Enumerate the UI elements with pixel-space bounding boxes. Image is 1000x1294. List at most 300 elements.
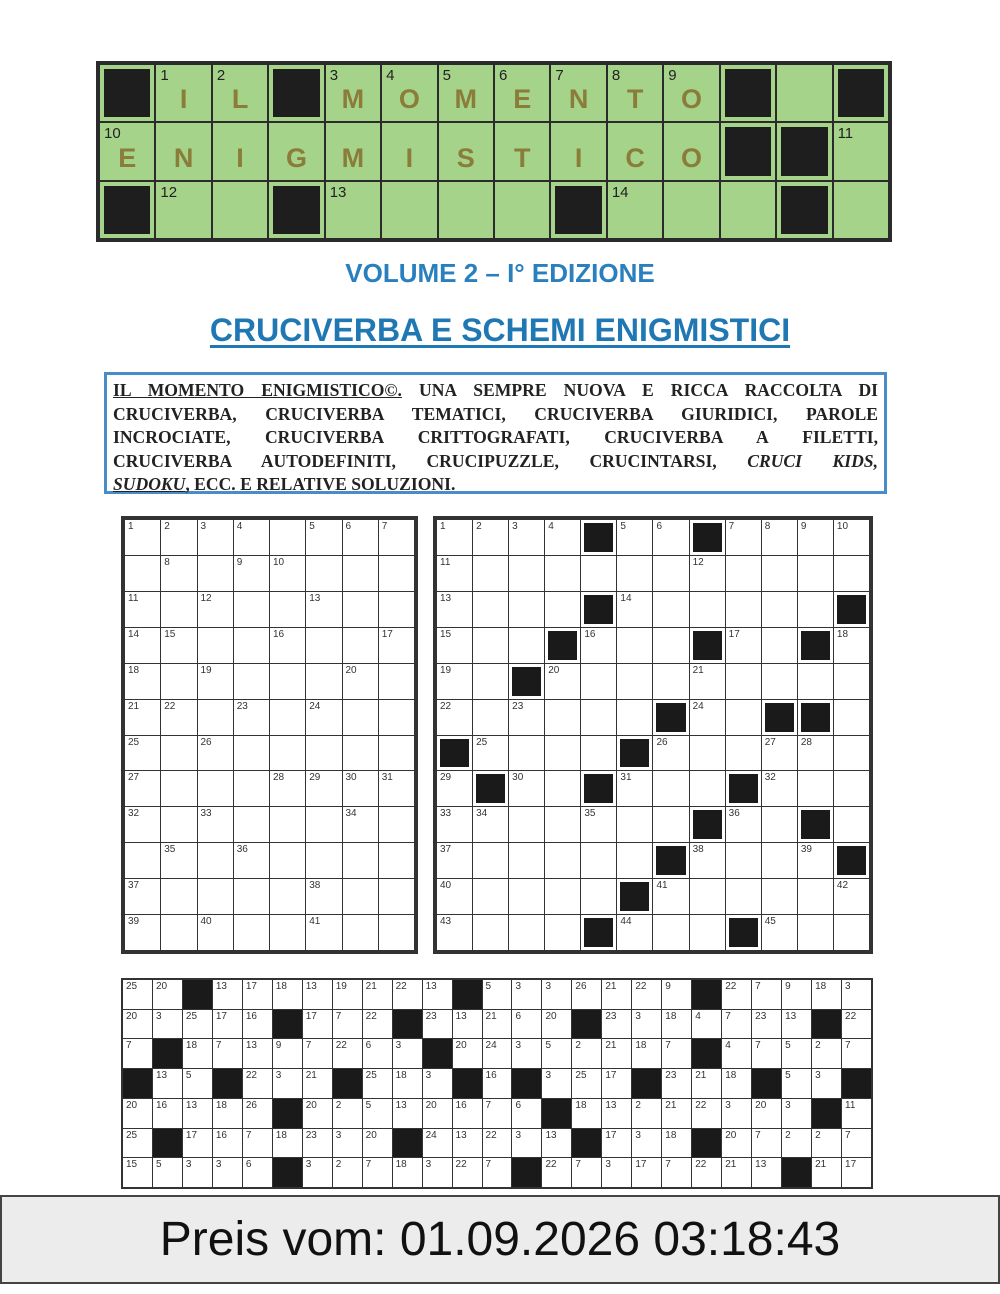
grid-cell[interactable] — [183, 1129, 212, 1158]
grid-cell[interactable] — [722, 1158, 751, 1187]
grid-cell[interactable] — [762, 628, 797, 663]
grid-cell[interactable] — [161, 664, 196, 699]
grid-cell[interactable] — [581, 843, 616, 878]
grid-cell[interactable] — [483, 1010, 512, 1039]
grid-cell[interactable] — [198, 843, 233, 878]
grid-cell[interactable] — [213, 1158, 242, 1187]
grid-cell[interactable] — [653, 879, 688, 914]
grid-cell[interactable] — [161, 592, 196, 627]
grid-cell[interactable] — [726, 807, 761, 842]
grid-cell[interactable] — [213, 1039, 242, 1068]
grid-cell[interactable] — [125, 915, 160, 950]
black-cell[interactable] — [423, 1039, 452, 1068]
grid-cell[interactable] — [183, 1158, 212, 1187]
grid-cell[interactable] — [726, 700, 761, 735]
grid-cell[interactable] — [153, 1099, 182, 1128]
black-cell[interactable] — [453, 1069, 482, 1098]
grid-cell[interactable] — [653, 664, 688, 699]
grid-cell[interactable] — [842, 1158, 871, 1187]
black-cell[interactable] — [834, 592, 869, 627]
black-cell[interactable] — [690, 628, 725, 663]
grid-cell[interactable] — [545, 664, 580, 699]
grid-cell[interactable] — [453, 1158, 482, 1187]
grid-cell[interactable] — [243, 1099, 272, 1128]
grid-cell[interactable] — [161, 628, 196, 663]
grid-cell[interactable] — [572, 1099, 601, 1128]
grid-cell[interactable] — [602, 1069, 631, 1098]
grid-cell[interactable] — [509, 700, 544, 735]
grid-cell[interactable] — [545, 520, 580, 555]
grid-cell[interactable] — [198, 628, 233, 663]
grid-cell[interactable] — [125, 879, 160, 914]
grid-cell[interactable] — [798, 520, 833, 555]
grid-cell[interactable] — [234, 700, 269, 735]
grid-cell[interactable] — [437, 915, 472, 950]
grid-cell[interactable] — [509, 520, 544, 555]
grid-cell[interactable] — [632, 1158, 661, 1187]
grid-cell[interactable] — [542, 1129, 571, 1158]
grid-cell[interactable] — [306, 628, 341, 663]
grid-cell[interactable] — [752, 980, 781, 1009]
grid-cell[interactable] — [437, 879, 472, 914]
black-cell[interactable] — [542, 1099, 571, 1128]
black-cell[interactable] — [752, 1069, 781, 1098]
grid-cell[interactable] — [512, 1129, 541, 1158]
grid-cell[interactable] — [306, 879, 341, 914]
grid-cell[interactable] — [632, 980, 661, 1009]
grid-cell[interactable] — [798, 843, 833, 878]
grid-cell[interactable] — [234, 556, 269, 591]
grid-cell[interactable] — [270, 664, 305, 699]
grid-cell[interactable] — [798, 771, 833, 806]
grid-cell[interactable] — [333, 1099, 362, 1128]
grid-cell[interactable] — [512, 980, 541, 1009]
grid-cell[interactable] — [183, 1099, 212, 1128]
grid-cell[interactable] — [509, 843, 544, 878]
grid-cell[interactable] — [542, 1158, 571, 1187]
grid-cell[interactable] — [692, 1069, 721, 1098]
grid-cell[interactable] — [782, 1129, 811, 1158]
grid-cell[interactable] — [842, 1010, 871, 1039]
grid-cell[interactable] — [726, 843, 761, 878]
grid-cell[interactable] — [782, 1069, 811, 1098]
grid-cell[interactable] — [125, 843, 160, 878]
grid-cell[interactable] — [473, 664, 508, 699]
grid-cell[interactable] — [423, 1158, 452, 1187]
grid-cell[interactable] — [303, 1069, 332, 1098]
grid-cell[interactable] — [726, 664, 761, 699]
grid-cell[interactable] — [473, 915, 508, 950]
black-cell[interactable] — [393, 1010, 422, 1039]
black-cell[interactable] — [617, 879, 652, 914]
grid-cell[interactable] — [653, 771, 688, 806]
grid-cell[interactable] — [270, 771, 305, 806]
grid-cell[interactable] — [782, 1039, 811, 1068]
grid-cell[interactable] — [437, 520, 472, 555]
grid-cell[interactable] — [752, 1010, 781, 1039]
grid-cell[interactable] — [581, 556, 616, 591]
grid-cell[interactable] — [243, 1158, 272, 1187]
grid-cell[interactable] — [473, 556, 508, 591]
black-cell[interactable] — [453, 980, 482, 1009]
grid-cell[interactable] — [363, 1099, 392, 1128]
grid-cell[interactable] — [834, 520, 869, 555]
grid-cell[interactable] — [762, 556, 797, 591]
grid-cell[interactable] — [690, 664, 725, 699]
grid-cell[interactable] — [343, 556, 378, 591]
grid-cell[interactable] — [306, 843, 341, 878]
grid-cell[interactable] — [234, 843, 269, 878]
black-cell[interactable] — [333, 1069, 362, 1098]
grid-cell[interactable] — [125, 592, 160, 627]
grid-cell[interactable] — [572, 1158, 601, 1187]
grid-cell[interactable] — [762, 592, 797, 627]
black-cell[interactable] — [798, 628, 833, 663]
grid-cell[interactable] — [812, 980, 841, 1009]
grid-cell[interactable] — [125, 556, 160, 591]
grid-cell[interactable] — [183, 1069, 212, 1098]
black-cell[interactable] — [572, 1010, 601, 1039]
grid-cell[interactable] — [363, 1158, 392, 1187]
grid-cell[interactable] — [379, 843, 414, 878]
grid-cell[interactable] — [213, 980, 242, 1009]
grid-cell[interactable] — [581, 807, 616, 842]
grid-cell[interactable] — [483, 980, 512, 1009]
grid-cell[interactable] — [306, 700, 341, 735]
grid-cell[interactable] — [653, 592, 688, 627]
grid-cell[interactable] — [379, 807, 414, 842]
grid-cell[interactable] — [762, 664, 797, 699]
grid-cell[interactable] — [545, 879, 580, 914]
grid-cell[interactable] — [653, 520, 688, 555]
grid-cell[interactable] — [617, 520, 652, 555]
grid-cell[interactable] — [692, 1099, 721, 1128]
grid-cell[interactable] — [437, 628, 472, 663]
grid-cell[interactable] — [437, 843, 472, 878]
grid-cell[interactable] — [581, 879, 616, 914]
grid-cell[interactable] — [153, 1010, 182, 1039]
grid-cell[interactable] — [545, 915, 580, 950]
grid-cell[interactable] — [270, 807, 305, 842]
grid-cell[interactable] — [363, 1039, 392, 1068]
grid-cell[interactable] — [270, 520, 305, 555]
grid-cell[interactable] — [726, 520, 761, 555]
grid-cell[interactable] — [343, 520, 378, 555]
black-cell[interactable] — [273, 1010, 302, 1039]
grid-cell[interactable] — [722, 1010, 751, 1039]
grid-cell[interactable] — [617, 771, 652, 806]
black-cell[interactable] — [798, 807, 833, 842]
grid-cell[interactable] — [632, 1039, 661, 1068]
grid-cell[interactable] — [542, 1039, 571, 1068]
grid-cell[interactable] — [393, 1069, 422, 1098]
grid-cell[interactable] — [798, 915, 833, 950]
grid-cell[interactable] — [722, 1099, 751, 1128]
grid-cell[interactable] — [509, 736, 544, 771]
grid-cell[interactable] — [161, 915, 196, 950]
grid-cell[interactable] — [726, 556, 761, 591]
black-cell[interactable] — [572, 1129, 601, 1158]
grid-cell[interactable] — [453, 1039, 482, 1068]
grid-cell[interactable] — [379, 771, 414, 806]
black-cell[interactable] — [617, 736, 652, 771]
grid-cell[interactable] — [306, 915, 341, 950]
grid-cell[interactable] — [617, 807, 652, 842]
grid-cell[interactable] — [762, 771, 797, 806]
grid-cell[interactable] — [632, 1099, 661, 1128]
grid-cell[interactable] — [161, 700, 196, 735]
black-cell[interactable] — [123, 1069, 152, 1098]
black-cell[interactable] — [632, 1069, 661, 1098]
grid-cell[interactable] — [762, 879, 797, 914]
grid-cell[interactable] — [722, 1039, 751, 1068]
grid-cell[interactable] — [726, 736, 761, 771]
grid-cell[interactable] — [123, 1158, 152, 1187]
grid-cell[interactable] — [572, 1039, 601, 1068]
grid-cell[interactable] — [333, 980, 362, 1009]
grid-cell[interactable] — [393, 1099, 422, 1128]
grid-cell[interactable] — [662, 1069, 691, 1098]
grid-cell[interactable] — [798, 556, 833, 591]
grid-cell[interactable] — [509, 771, 544, 806]
grid-cell[interactable] — [198, 664, 233, 699]
grid-cell[interactable] — [423, 1129, 452, 1158]
grid-cell[interactable] — [198, 556, 233, 591]
black-cell[interactable] — [512, 1069, 541, 1098]
grid-cell[interactable] — [812, 1158, 841, 1187]
grid-cell[interactable] — [379, 736, 414, 771]
grid-cell[interactable] — [662, 1099, 691, 1128]
grid-cell[interactable] — [581, 700, 616, 735]
grid-cell[interactable] — [483, 1099, 512, 1128]
grid-cell[interactable] — [234, 807, 269, 842]
grid-cell[interactable] — [234, 628, 269, 663]
black-cell[interactable] — [581, 771, 616, 806]
grid-cell[interactable] — [379, 879, 414, 914]
grid-cell[interactable] — [834, 771, 869, 806]
grid-cell[interactable] — [662, 1129, 691, 1158]
grid-cell[interactable] — [379, 664, 414, 699]
grid-cell[interactable] — [762, 736, 797, 771]
grid-cell[interactable] — [306, 664, 341, 699]
grid-cell[interactable] — [653, 807, 688, 842]
grid-cell[interactable] — [798, 664, 833, 699]
grid-cell[interactable] — [545, 843, 580, 878]
grid-cell[interactable] — [602, 1010, 631, 1039]
grid-cell[interactable] — [123, 1129, 152, 1158]
grid-cell[interactable] — [812, 1129, 841, 1158]
grid-cell[interactable] — [632, 1010, 661, 1039]
grid-cell[interactable] — [306, 807, 341, 842]
black-cell[interactable] — [762, 700, 797, 735]
grid-cell[interactable] — [842, 1039, 871, 1068]
grid-cell[interactable] — [834, 664, 869, 699]
grid-cell[interactable] — [303, 1039, 332, 1068]
black-cell[interactable] — [798, 700, 833, 735]
grid-cell[interactable] — [273, 1069, 302, 1098]
grid-cell[interactable] — [726, 879, 761, 914]
grid-cell[interactable] — [161, 843, 196, 878]
grid-cell[interactable] — [213, 1010, 242, 1039]
grid-cell[interactable] — [213, 1129, 242, 1158]
grid-cell[interactable] — [270, 736, 305, 771]
black-cell[interactable] — [782, 1158, 811, 1187]
grid-cell[interactable] — [690, 915, 725, 950]
grid-cell[interactable] — [343, 807, 378, 842]
grid-cell[interactable] — [762, 807, 797, 842]
grid-cell[interactable] — [473, 520, 508, 555]
grid-cell[interactable] — [243, 1039, 272, 1068]
grid-cell[interactable] — [234, 879, 269, 914]
grid-cell[interactable] — [762, 843, 797, 878]
grid-cell[interactable] — [834, 700, 869, 735]
grid-cell[interactable] — [161, 736, 196, 771]
grid-cell[interactable] — [343, 592, 378, 627]
grid-cell[interactable] — [509, 556, 544, 591]
black-cell[interactable] — [692, 1039, 721, 1068]
grid-cell[interactable] — [581, 736, 616, 771]
grid-cell[interactable] — [153, 980, 182, 1009]
grid-cell[interactable] — [782, 1099, 811, 1128]
grid-cell[interactable] — [782, 1010, 811, 1039]
grid-cell[interactable] — [752, 1129, 781, 1158]
black-cell[interactable] — [581, 592, 616, 627]
grid-cell[interactable] — [123, 1039, 152, 1068]
black-cell[interactable] — [437, 736, 472, 771]
grid-cell[interactable] — [343, 664, 378, 699]
grid-cell[interactable] — [183, 1010, 212, 1039]
grid-cell[interactable] — [542, 1069, 571, 1098]
black-cell[interactable] — [726, 915, 761, 950]
grid-cell[interactable] — [834, 879, 869, 914]
grid-cell[interactable] — [270, 628, 305, 663]
grid-cell[interactable] — [545, 592, 580, 627]
grid-cell[interactable] — [125, 807, 160, 842]
grid-cell[interactable] — [333, 1158, 362, 1187]
grid-cell[interactable] — [509, 879, 544, 914]
grid-cell[interactable] — [690, 592, 725, 627]
grid-cell[interactable] — [762, 915, 797, 950]
grid-cell[interactable] — [437, 664, 472, 699]
grid-cell[interactable] — [617, 628, 652, 663]
grid-cell[interactable] — [198, 592, 233, 627]
grid-cell[interactable] — [234, 664, 269, 699]
grid-cell[interactable] — [125, 520, 160, 555]
grid-cell[interactable] — [542, 1010, 571, 1039]
grid-cell[interactable] — [581, 628, 616, 663]
grid-cell[interactable] — [270, 556, 305, 591]
grid-cell[interactable] — [153, 1069, 182, 1098]
grid-cell[interactable] — [509, 915, 544, 950]
grid-cell[interactable] — [270, 879, 305, 914]
grid-cell[interactable] — [363, 980, 392, 1009]
grid-cell[interactable] — [234, 915, 269, 950]
grid-cell[interactable] — [602, 980, 631, 1009]
grid-cell[interactable] — [198, 807, 233, 842]
grid-cell[interactable] — [602, 1158, 631, 1187]
grid-cell[interactable] — [545, 556, 580, 591]
grid-cell[interactable] — [617, 915, 652, 950]
grid-cell[interactable] — [343, 843, 378, 878]
grid-cell[interactable] — [798, 879, 833, 914]
black-cell[interactable] — [512, 1158, 541, 1187]
grid-cell[interactable] — [161, 556, 196, 591]
grid-cell[interactable] — [483, 1069, 512, 1098]
grid-cell[interactable] — [343, 736, 378, 771]
grid-cell[interactable] — [722, 980, 751, 1009]
grid-cell[interactable] — [379, 700, 414, 735]
grid-cell[interactable] — [752, 1158, 781, 1187]
grid-cell[interactable] — [363, 1129, 392, 1158]
black-cell[interactable] — [653, 843, 688, 878]
grid-cell[interactable] — [379, 556, 414, 591]
grid-cell[interactable] — [125, 700, 160, 735]
grid-cell[interactable] — [198, 771, 233, 806]
grid-cell[interactable] — [662, 1010, 691, 1039]
grid-cell[interactable] — [243, 1069, 272, 1098]
black-cell[interactable] — [692, 1129, 721, 1158]
grid-cell[interactable] — [153, 1158, 182, 1187]
grid-cell[interactable] — [509, 592, 544, 627]
grid-cell[interactable] — [123, 980, 152, 1009]
grid-cell[interactable] — [198, 736, 233, 771]
grid-cell[interactable] — [483, 1039, 512, 1068]
grid-cell[interactable] — [509, 807, 544, 842]
black-cell[interactable] — [812, 1099, 841, 1128]
grid-cell[interactable] — [692, 1010, 721, 1039]
grid-cell[interactable] — [602, 1039, 631, 1068]
grid-cell[interactable] — [234, 592, 269, 627]
black-cell[interactable] — [509, 664, 544, 699]
grid-cell[interactable] — [834, 915, 869, 950]
grid-cell[interactable] — [692, 1158, 721, 1187]
grid-cell[interactable] — [343, 700, 378, 735]
black-cell[interactable] — [273, 1158, 302, 1187]
grid-cell[interactable] — [437, 700, 472, 735]
grid-cell[interactable] — [379, 915, 414, 950]
grid-cell[interactable] — [303, 1099, 332, 1128]
grid-cell[interactable] — [798, 736, 833, 771]
grid-cell[interactable] — [198, 520, 233, 555]
grid-cell[interactable] — [726, 628, 761, 663]
grid-cell[interactable] — [653, 915, 688, 950]
black-cell[interactable] — [690, 807, 725, 842]
grid-cell[interactable] — [437, 592, 472, 627]
grid-cell[interactable] — [690, 879, 725, 914]
grid-cell[interactable] — [842, 1099, 871, 1128]
grid-cell[interactable] — [617, 843, 652, 878]
grid-cell[interactable] — [602, 1129, 631, 1158]
black-cell[interactable] — [545, 628, 580, 663]
grid-cell[interactable] — [423, 1010, 452, 1039]
grid-cell[interactable] — [234, 771, 269, 806]
black-cell[interactable] — [692, 980, 721, 1009]
grid-cell[interactable] — [437, 556, 472, 591]
grid-cell[interactable] — [512, 1039, 541, 1068]
grid-cell[interactable] — [333, 1039, 362, 1068]
grid-cell[interactable] — [393, 1039, 422, 1068]
grid-cell[interactable] — [473, 843, 508, 878]
grid-cell[interactable] — [343, 771, 378, 806]
grid-cell[interactable] — [234, 736, 269, 771]
grid-cell[interactable] — [453, 1129, 482, 1158]
grid-cell[interactable] — [273, 1039, 302, 1068]
grid-cell[interactable] — [379, 592, 414, 627]
black-cell[interactable] — [653, 700, 688, 735]
grid-cell[interactable] — [752, 1099, 781, 1128]
grid-cell[interactable] — [125, 736, 160, 771]
black-cell[interactable] — [842, 1069, 871, 1098]
